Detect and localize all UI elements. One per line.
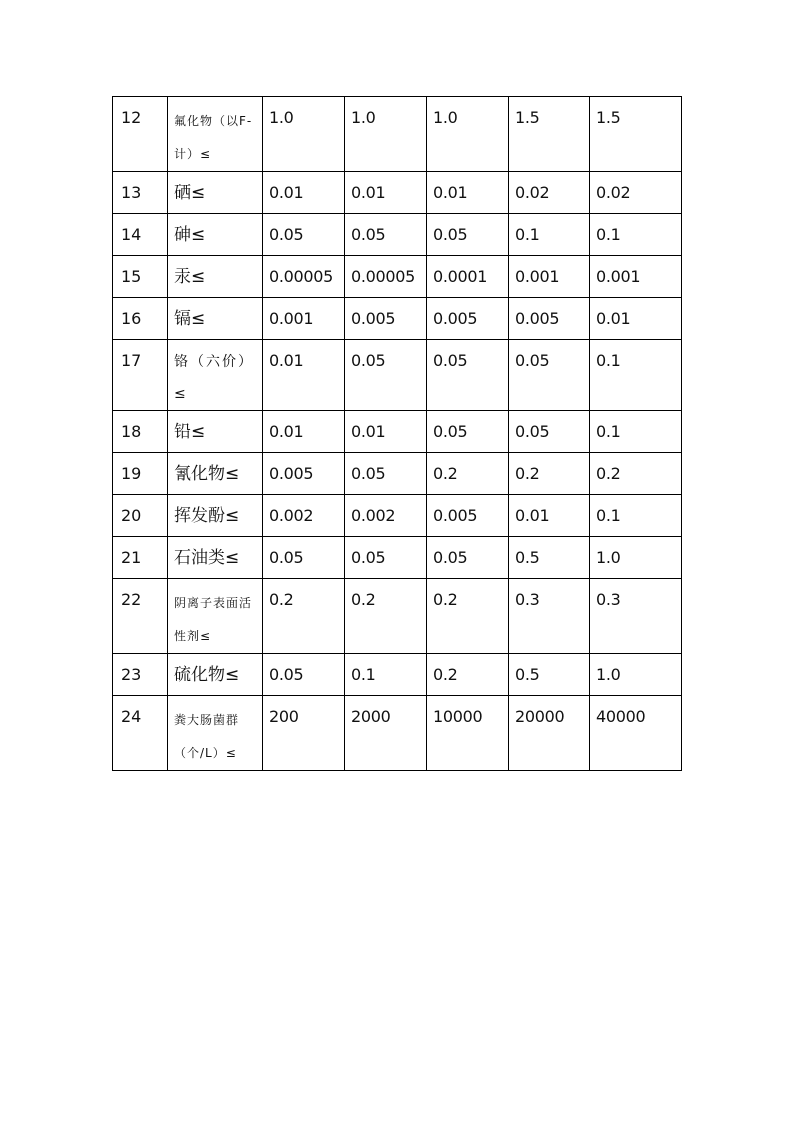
table-row [113, 97, 682, 172]
table-row [113, 495, 682, 537]
value-cell: 0.05 [345, 340, 427, 411]
parameter-name-cell: 镉≤ [168, 298, 263, 340]
value-cell: 0.2 [509, 453, 590, 495]
value-cell: 0.05 [427, 214, 509, 256]
value-cell: 0.2 [427, 654, 509, 696]
parameter-name-cell: 氟化物（以F-计）≤ [168, 97, 263, 172]
value-cell: 0.1 [590, 340, 682, 411]
table-row [113, 256, 682, 298]
row-number-cell: 23 [113, 654, 168, 696]
value-cell: 40000 [590, 696, 682, 771]
parameter-name-cell: 硒≤ [168, 172, 263, 214]
value-cell: 0.05 [263, 537, 345, 579]
value-cell: 1.0 [263, 97, 345, 172]
water-quality-standard-table [112, 96, 682, 771]
value-cell: 0.005 [345, 298, 427, 340]
parameter-name-cell: 汞≤ [168, 256, 263, 298]
value-cell: 0.2 [427, 579, 509, 654]
value-cell: 0.05 [345, 214, 427, 256]
value-cell: 0.1 [590, 495, 682, 537]
value-cell: 0.002 [263, 495, 345, 537]
row-number-cell: 13 [113, 172, 168, 214]
row-number-cell: 15 [113, 256, 168, 298]
value-cell: 0.1 [590, 411, 682, 453]
value-cell: 0.005 [427, 495, 509, 537]
value-cell: 0.001 [590, 256, 682, 298]
table-row [113, 411, 682, 453]
value-cell: 0.01 [509, 495, 590, 537]
table-row [113, 696, 682, 771]
value-cell: 0.2 [590, 453, 682, 495]
value-cell: 0.05 [427, 537, 509, 579]
value-cell: 0.5 [509, 537, 590, 579]
row-number-cell: 19 [113, 453, 168, 495]
table-row [113, 172, 682, 214]
parameter-name-cell: 挥发酚≤ [168, 495, 263, 537]
value-cell: 1.0 [590, 537, 682, 579]
parameter-name-cell: 铬（六价）≤ [168, 340, 263, 411]
parameter-name-cell: 阴离子表面活性剂≤ [168, 579, 263, 654]
table-row [113, 579, 682, 654]
value-cell: 0.001 [509, 256, 590, 298]
value-cell: 200 [263, 696, 345, 771]
value-cell: 0.2 [345, 579, 427, 654]
value-cell: 0.05 [509, 411, 590, 453]
value-cell: 1.5 [590, 97, 682, 172]
value-cell: 1.0 [590, 654, 682, 696]
value-cell: 0.02 [590, 172, 682, 214]
value-cell: 0.05 [263, 654, 345, 696]
value-cell: 0.01 [427, 172, 509, 214]
value-cell: 0.005 [263, 453, 345, 495]
row-number-cell: 12 [113, 97, 168, 172]
value-cell: 0.05 [427, 340, 509, 411]
parameter-name-cell: 砷≤ [168, 214, 263, 256]
table-row [113, 453, 682, 495]
value-cell: 0.1 [590, 214, 682, 256]
value-cell: 0.2 [427, 453, 509, 495]
value-cell: 0.1 [509, 214, 590, 256]
row-number-cell: 16 [113, 298, 168, 340]
table-row [113, 340, 682, 411]
row-number-cell: 20 [113, 495, 168, 537]
value-cell: 0.01 [345, 172, 427, 214]
value-cell: 0.01 [345, 411, 427, 453]
value-cell: 0.05 [263, 214, 345, 256]
row-number-cell: 17 [113, 340, 168, 411]
value-cell: 0.01 [263, 172, 345, 214]
value-cell: 10000 [427, 696, 509, 771]
value-cell: 0.005 [427, 298, 509, 340]
value-cell: 0.05 [345, 453, 427, 495]
value-cell: 0.2 [263, 579, 345, 654]
value-cell: 0.0001 [427, 256, 509, 298]
value-cell: 0.01 [263, 340, 345, 411]
value-cell: 0.05 [427, 411, 509, 453]
value-cell: 0.002 [345, 495, 427, 537]
value-cell: 0.00005 [263, 256, 345, 298]
value-cell: 0.005 [509, 298, 590, 340]
parameter-name-cell: 粪大肠菌群（个/L）≤ [168, 696, 263, 771]
value-cell: 0.3 [509, 579, 590, 654]
row-number-cell: 21 [113, 537, 168, 579]
parameter-name-cell: 氰化物≤ [168, 453, 263, 495]
row-number-cell: 14 [113, 214, 168, 256]
table-row [113, 214, 682, 256]
value-cell: 0.1 [345, 654, 427, 696]
value-cell: 0.01 [263, 411, 345, 453]
value-cell: 20000 [509, 696, 590, 771]
parameter-name-cell: 铅≤ [168, 411, 263, 453]
value-cell: 0.05 [509, 340, 590, 411]
value-cell: 1.0 [345, 97, 427, 172]
row-number-cell: 22 [113, 579, 168, 654]
value-cell: 1.5 [509, 97, 590, 172]
value-cell: 1.0 [427, 97, 509, 172]
value-cell: 2000 [345, 696, 427, 771]
value-cell: 0.001 [263, 298, 345, 340]
table-row [113, 654, 682, 696]
value-cell: 0.5 [509, 654, 590, 696]
table-row [113, 537, 682, 579]
row-number-cell: 24 [113, 696, 168, 771]
value-cell: 0.05 [345, 537, 427, 579]
value-cell: 0.00005 [345, 256, 427, 298]
row-number-cell: 18 [113, 411, 168, 453]
parameter-name-cell: 石油类≤ [168, 537, 263, 579]
value-cell: 0.02 [509, 172, 590, 214]
table-row [113, 298, 682, 340]
value-cell: 0.01 [590, 298, 682, 340]
parameter-name-cell: 硫化物≤ [168, 654, 263, 696]
value-cell: 0.3 [590, 579, 682, 654]
